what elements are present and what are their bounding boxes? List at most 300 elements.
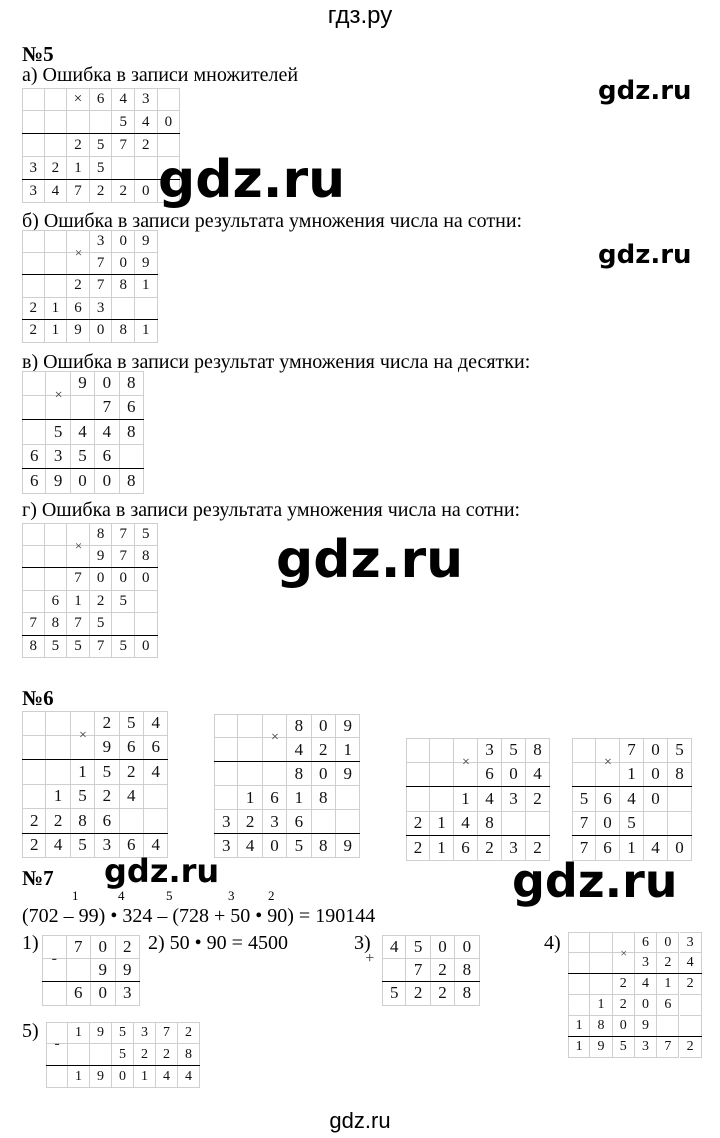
grid-digit: 6: [67, 298, 90, 321]
grid-digit: 7: [112, 523, 135, 546]
grid-digit: 8: [590, 1016, 612, 1037]
grid-digit: [572, 763, 596, 788]
grid-digit: 7: [572, 836, 596, 861]
grid-digit: 0: [95, 469, 119, 494]
grid-digit: 5: [112, 1022, 134, 1044]
grid-rule: [22, 833, 168, 834]
grid-rule: [22, 635, 158, 636]
grid-digit: 2: [156, 1044, 178, 1066]
grid-digit: 5: [112, 636, 135, 659]
grid-digit: 8: [45, 613, 68, 636]
grid-digit: 3: [90, 230, 113, 253]
grid-digit: [680, 995, 702, 1016]
grid-digit: 0: [431, 935, 455, 959]
grid-digit: 8: [120, 420, 144, 445]
grid-digit: 9: [635, 1016, 657, 1037]
grid-digit: 0: [596, 812, 620, 837]
grid-digit: [568, 974, 590, 995]
task-6-grid-3: [406, 738, 550, 861]
grid-digit: 5: [502, 738, 526, 763]
grid-digit: 0: [158, 111, 181, 134]
grid-digit: 0: [135, 180, 158, 203]
grid-rule: [22, 468, 144, 469]
grid-digit: 5: [572, 787, 596, 812]
grid-digit: 3: [214, 834, 238, 858]
grid-digit: [526, 812, 550, 837]
grid-digit: [22, 111, 45, 134]
grid-digit: [336, 810, 360, 834]
grid-digit: [45, 546, 68, 569]
grid-digit: 2: [22, 298, 45, 321]
grid-rule: [406, 835, 550, 836]
grid-digit: 1: [45, 320, 68, 343]
grid-digit: [120, 809, 144, 834]
operator-sign: ×: [604, 754, 612, 770]
grid-digit: [590, 974, 612, 995]
task-5v-grid: [22, 371, 144, 494]
grid-digit: 9: [336, 762, 360, 786]
grid-digit: 0: [91, 982, 116, 1006]
grid-digit: [42, 982, 67, 1006]
grid-digit: 2: [657, 953, 679, 974]
grid-digit: 6: [596, 836, 620, 861]
operator-sign: ×: [74, 244, 83, 260]
grid-digit: 3: [22, 157, 45, 180]
grid-digit: [46, 736, 70, 761]
grid-digit: 0: [71, 469, 95, 494]
task-5a-label: а) Ошибка в записи множителей: [22, 64, 299, 86]
grid-digit: 4: [156, 1066, 178, 1088]
grid-digit: 4: [135, 111, 158, 134]
grid-digit: 5: [95, 760, 119, 785]
grid-digit: 9: [116, 959, 141, 983]
grid-digit: 2: [431, 982, 455, 1006]
grid-digit: 8: [90, 523, 113, 546]
grid-digit: 8: [455, 982, 479, 1006]
grid-digit: 2: [478, 836, 502, 861]
grid-digit: [135, 591, 158, 614]
operator-sign: ×: [271, 730, 279, 745]
grid-digit: 3: [502, 836, 526, 861]
grid-digit: 0: [112, 568, 135, 591]
grid-digit: 3: [635, 953, 657, 974]
grid-digit: 3: [134, 1022, 156, 1044]
grid-digit: [22, 523, 45, 546]
grid-digit: 2: [46, 809, 70, 834]
order-mark: 4: [118, 888, 125, 903]
grid-digit: 7: [112, 546, 135, 569]
grid-rule: [22, 319, 158, 320]
grid-digit: 8: [22, 636, 45, 659]
grid-digit: 3: [90, 298, 113, 321]
grid-digit: 5: [90, 134, 113, 157]
grid-digit: 4: [71, 420, 95, 445]
grid-digit: 0: [657, 932, 679, 953]
task-5b-grid: [22, 230, 158, 343]
grid-digit: 2: [90, 591, 113, 614]
operator-sign: ×: [74, 537, 83, 553]
grid-digit: [112, 157, 135, 180]
grid-digit: [46, 760, 70, 785]
grid-digit: 2: [312, 738, 336, 762]
grid-digit: 7: [90, 636, 113, 659]
watermark: gdz.ru: [158, 150, 346, 210]
grid-digit: [112, 298, 135, 321]
grid-digit: 6: [263, 786, 287, 810]
grid-digit: 8: [287, 762, 311, 786]
grid-digit: [214, 786, 238, 810]
grid-digit: [90, 1044, 112, 1066]
grid-digit: [46, 711, 70, 736]
grid-digit: 0: [95, 371, 119, 396]
task-5g-label: г) Ошибка в записи результата умножения числа на сотни:: [22, 499, 521, 521]
grid-digit: 3: [635, 1037, 657, 1058]
grid-digit: 0: [90, 320, 113, 343]
grid-digit: 3: [116, 982, 141, 1006]
grid-rule: [22, 274, 158, 275]
grid-digit: [67, 111, 90, 134]
grid-digit: 1: [568, 1037, 590, 1058]
grid-digit: 5: [120, 711, 144, 736]
grid-digit: 0: [644, 763, 668, 788]
grid-digit: 4: [478, 787, 502, 812]
grid-digit: 7: [657, 1037, 679, 1058]
task-7-title: №7: [22, 866, 54, 890]
grid-digit: [238, 762, 262, 786]
grid-digit: [45, 230, 68, 253]
task-5b-label: б) Ошибка в записи результата умножения числа на сотни:: [22, 210, 523, 232]
operator-sign: -: [51, 949, 57, 967]
grid-digit: 7: [90, 253, 113, 276]
grid-digit: 4: [635, 974, 657, 995]
grid-digit: 2: [22, 809, 46, 834]
grid-digit: 7: [67, 180, 90, 203]
step-5-grid: [46, 1022, 200, 1088]
grid-digit: 6: [120, 736, 144, 761]
grid-digit: 8: [287, 714, 311, 738]
grid-digit: [214, 762, 238, 786]
grid-digit: 5: [45, 636, 68, 659]
grid-digit: 5: [90, 157, 113, 180]
grid-digit: 2: [680, 974, 702, 995]
grid-digit: 4: [144, 760, 168, 785]
grid-digit: [22, 591, 45, 614]
grid-digit: [45, 253, 68, 276]
grid-digit: [144, 785, 168, 810]
grid-digit: 4: [112, 88, 135, 111]
grid-digit: [668, 787, 692, 812]
grid-digit: 2: [238, 810, 262, 834]
grid-digit: 6: [657, 995, 679, 1016]
grid-digit: 6: [287, 810, 311, 834]
grid-digit: 4: [95, 420, 119, 445]
grid-digit: 1: [568, 1016, 590, 1037]
grid-digit: 8: [668, 763, 692, 788]
grid-digit: [502, 812, 526, 837]
grid-digit: [22, 568, 45, 591]
grid-digit: 5: [112, 591, 135, 614]
grid-digit: [22, 371, 46, 396]
step-1-grid: [42, 935, 140, 1006]
grid-digit: 4: [46, 834, 70, 859]
grid-digit: 9: [336, 714, 360, 738]
grid-digit: 5: [112, 111, 135, 134]
grid-digit: 4: [620, 787, 644, 812]
grid-digit: [135, 613, 158, 636]
grid-digit: [668, 812, 692, 837]
watermark: gdz.ru: [512, 854, 678, 908]
task-5a-grid: [22, 88, 180, 203]
grid-digit: 9: [90, 1022, 112, 1044]
grid-digit: 6: [22, 445, 46, 470]
grid-digit: [45, 134, 68, 157]
grid-digit: 8: [71, 809, 95, 834]
grid-digit: [22, 88, 45, 111]
grid-digit: 8: [478, 812, 502, 837]
grid-digit: [590, 953, 612, 974]
grid-digit: 6: [144, 736, 168, 761]
grid-digit: 8: [526, 738, 550, 763]
grid-digit: [67, 959, 92, 983]
grid-digit: [22, 275, 45, 298]
grid-digit: 7: [406, 959, 430, 983]
task-6-grid-1: [22, 711, 168, 858]
grid-digit: 8: [120, 469, 144, 494]
task-7-expression: (702 – 99) • 324 – (728 + 50 • 90) = 190144: [22, 905, 376, 927]
grid-digit: 0: [312, 714, 336, 738]
grid-digit: 2: [22, 834, 46, 859]
grid-digit: [45, 568, 68, 591]
grid-digit: [572, 738, 596, 763]
grid-digit: [46, 1066, 68, 1088]
grid-digit: [568, 953, 590, 974]
grid-digit: 4: [287, 738, 311, 762]
step-3-grid: [365, 935, 480, 1006]
grid-digit: [263, 762, 287, 786]
grid-digit: 1: [134, 1066, 156, 1088]
grid-digit: [406, 738, 430, 763]
grid-digit: 1: [45, 298, 68, 321]
grid-digit: 2: [526, 836, 550, 861]
grid-digit: 9: [67, 320, 90, 343]
grid-digit: 6: [95, 809, 119, 834]
grid-digit: 4: [45, 180, 68, 203]
operator-sign: +: [365, 949, 375, 967]
grid-digit: [336, 786, 360, 810]
grid-digit: 3: [502, 787, 526, 812]
task-6-title: №6: [22, 686, 54, 710]
grid-digit: [45, 275, 68, 298]
grid-digit: 2: [178, 1022, 200, 1044]
grid-digit: 6: [635, 932, 657, 953]
grid-rule: [406, 786, 550, 787]
grid-digit: 7: [67, 613, 90, 636]
grid-digit: [238, 714, 262, 738]
grid-digit: 0: [455, 935, 479, 959]
grid-digit: [135, 157, 158, 180]
grid-digit: [22, 546, 45, 569]
order-mark: 3: [228, 888, 235, 903]
grid-digit: [71, 396, 95, 421]
grid-digit: 2: [112, 180, 135, 203]
grid-digit: [568, 995, 590, 1016]
grid-rule: [22, 419, 144, 420]
grid-digit: 1: [67, 591, 90, 614]
grid-digit: 3: [478, 738, 502, 763]
site-footer[interactable]: gdz.ru: [329, 1108, 391, 1133]
task-6-grid-2: [214, 714, 360, 858]
grid-digit: 0: [644, 738, 668, 763]
grid-digit: 3: [22, 180, 45, 203]
grid-digit: [22, 785, 46, 810]
grid-digit: 3: [263, 810, 287, 834]
grid-digit: 0: [135, 568, 158, 591]
grid-digit: [214, 738, 238, 762]
grid-digit: [214, 714, 238, 738]
grid-digit: 5: [71, 445, 95, 470]
task-6-grid-4: [572, 738, 692, 861]
grid-digit: 0: [263, 834, 287, 858]
grid-digit: [22, 736, 46, 761]
task-5g-grid: [22, 523, 158, 658]
grid-digit: 1: [68, 1022, 90, 1044]
grid-digit: 6: [120, 396, 144, 421]
grid-digit: 1: [430, 836, 454, 861]
grid-digit: [430, 787, 454, 812]
grid-digit: [45, 111, 68, 134]
grid-digit: [312, 810, 336, 834]
grid-digit: 6: [67, 982, 92, 1006]
grid-digit: 5: [67, 636, 90, 659]
grid-digit: 3: [680, 932, 702, 953]
step-4-label: 4): [544, 932, 561, 954]
grid-digit: 2: [22, 320, 45, 343]
grid-digit: [382, 959, 406, 983]
grid-digit: 0: [312, 762, 336, 786]
grid-digit: [238, 738, 262, 762]
grid-digit: 7: [67, 935, 92, 959]
grid-digit: 0: [502, 763, 526, 788]
grid-digit: 9: [90, 1066, 112, 1088]
order-mark: 2: [268, 888, 275, 903]
grid-digit: 4: [644, 836, 668, 861]
grid-digit: 0: [613, 1016, 635, 1037]
grid-digit: 0: [90, 568, 113, 591]
grid-digit: 1: [620, 763, 644, 788]
grid-digit: 5: [620, 812, 644, 837]
grid-digit: 6: [95, 445, 119, 470]
grid-digit: 0: [135, 636, 158, 659]
grid-digit: 1: [46, 785, 70, 810]
grid-digit: 1: [68, 1066, 90, 1088]
grid-digit: [112, 613, 135, 636]
grid-digit: [644, 812, 668, 837]
step-3-label: 3): [354, 932, 371, 954]
grid-digit: 5: [112, 1044, 134, 1066]
grid-digit: 2: [406, 982, 430, 1006]
grid-digit: 9: [91, 959, 116, 983]
grid-digit: 2: [613, 995, 635, 1016]
grid-digit: 2: [95, 711, 119, 736]
grid-digit: 3: [214, 810, 238, 834]
grid-digit: 8: [178, 1044, 200, 1066]
grid-digit: 4: [238, 834, 262, 858]
operator-sign: ×: [462, 754, 470, 770]
watermark: gdz.ru: [598, 76, 692, 106]
task-5-title: №5: [22, 42, 54, 66]
grid-digit: [90, 111, 113, 134]
grid-digit: 2: [526, 787, 550, 812]
grid-digit: 1: [71, 760, 95, 785]
grid-digit: 6: [596, 787, 620, 812]
grid-digit: 1: [430, 812, 454, 837]
watermark: gdz.ru: [104, 852, 220, 890]
grid-digit: 8: [455, 959, 479, 983]
grid-digit: 1: [657, 974, 679, 995]
grid-digit: 2: [680, 1037, 702, 1058]
grid-rule: [46, 1065, 200, 1066]
grid-digit: 4: [382, 935, 406, 959]
grid-digit: 5: [46, 420, 70, 445]
grid-rule: [42, 981, 140, 982]
grid-digit: [590, 932, 612, 953]
grid-rule: [572, 786, 692, 787]
grid-digit: 2: [120, 760, 144, 785]
grid-digit: 4: [178, 1066, 200, 1088]
grid-digit: [430, 763, 454, 788]
grid-digit: [120, 445, 144, 470]
grid-rule: [214, 833, 360, 834]
operator-sign: ×: [79, 727, 87, 743]
grid-digit: 9: [46, 469, 70, 494]
grid-digit: 8: [135, 546, 158, 569]
grid-digit: 8: [112, 275, 135, 298]
grid-digit: 1: [590, 995, 612, 1016]
grid-rule: [22, 179, 180, 180]
grid-digit: 2: [613, 974, 635, 995]
grid-digit: 2: [134, 1044, 156, 1066]
grid-digit: 6: [90, 88, 113, 111]
grid-digit: 1: [620, 836, 644, 861]
grid-digit: [22, 230, 45, 253]
grid-digit: [45, 523, 68, 546]
watermark: gdz.ru: [276, 530, 464, 590]
grid-digit: 0: [668, 836, 692, 861]
grid-digit: 2: [67, 275, 90, 298]
grid-digit: 0: [644, 787, 668, 812]
grid-digit: [406, 763, 430, 788]
operator-sign: ×: [620, 945, 628, 960]
grid-digit: 2: [431, 959, 455, 983]
step-2-text: 2) 50 • 90 = 4500: [148, 932, 288, 954]
grid-digit: 3: [135, 88, 158, 111]
grid-digit: [406, 787, 430, 812]
grid-digit: 8: [312, 786, 336, 810]
grid-digit: 7: [95, 396, 119, 421]
grid-digit: 7: [22, 613, 45, 636]
grid-rule: [22, 133, 180, 134]
grid-digit: [680, 1016, 702, 1037]
step-4-grid: [568, 932, 702, 1058]
grid-digit: 6: [45, 591, 68, 614]
grid-digit: 3: [95, 834, 119, 859]
site-header[interactable]: гдз.ру: [327, 2, 393, 29]
grid-digit: 2: [95, 785, 119, 810]
grid-digit: 0: [112, 253, 135, 276]
grid-digit: ×: [67, 88, 90, 111]
grid-digit: 2: [90, 180, 113, 203]
grid-digit: 4: [526, 763, 550, 788]
